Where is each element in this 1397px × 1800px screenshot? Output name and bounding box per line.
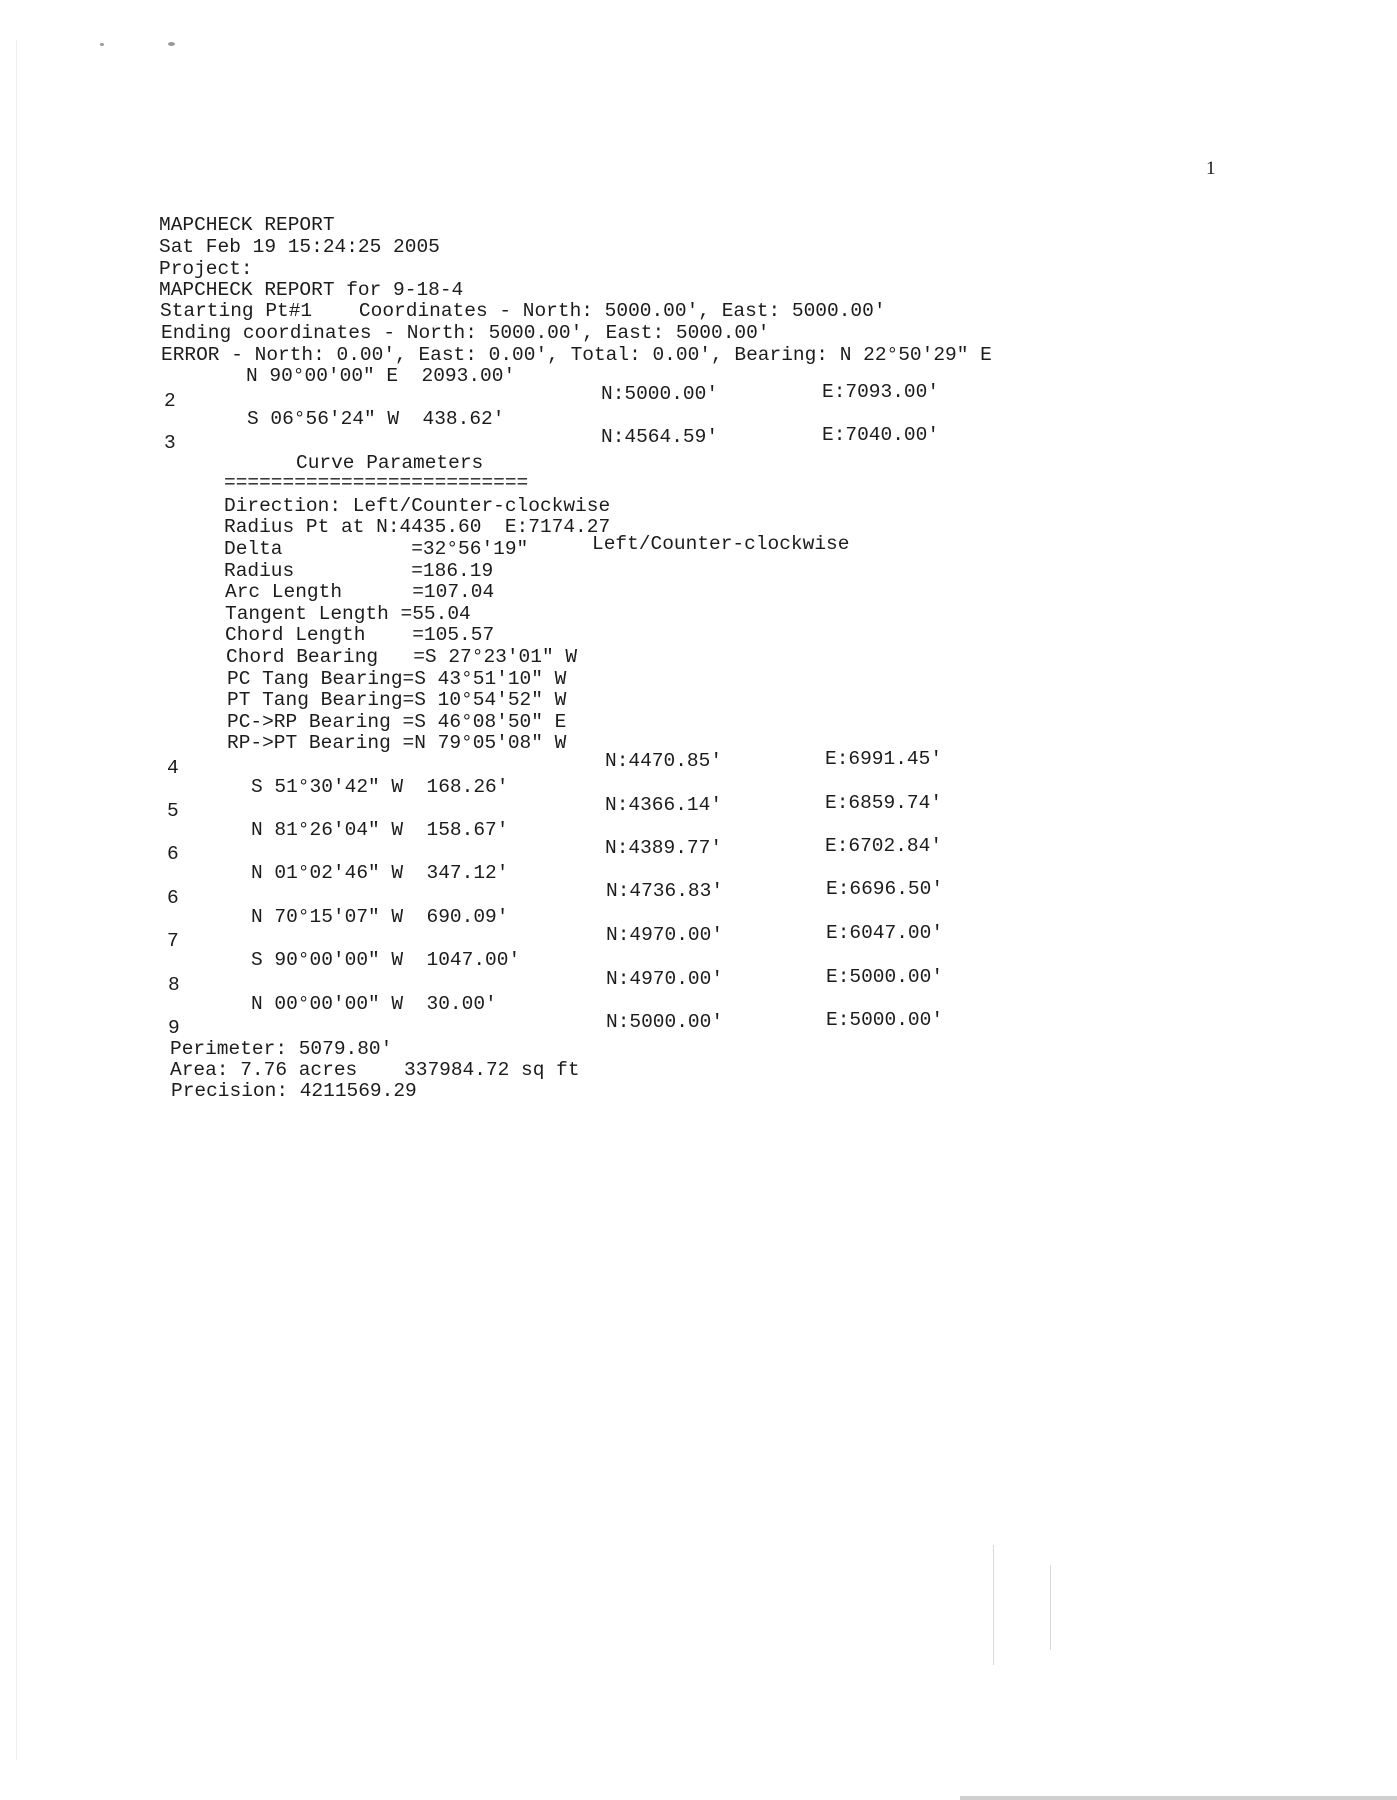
- north-coord: N:5000.00': [606, 1011, 724, 1033]
- point-number: 4: [167, 757, 179, 779]
- north-coord: N:5000.00': [601, 383, 719, 405]
- course: S 06°56'24" W 438.62': [247, 408, 505, 430]
- page-number: 1: [1206, 158, 1216, 179]
- scan-speck: [168, 42, 175, 46]
- scan-line: [1050, 1565, 1051, 1650]
- point-number: 6: [167, 843, 179, 865]
- east-coord: E:6696.50': [826, 878, 944, 900]
- curve-pc-tang-bearing: PC Tang Bearing=S 43°51'10" W: [227, 668, 567, 690]
- east-coord: E:6047.00': [826, 922, 944, 944]
- error-line: ERROR - North: 0.00', East: 0.00', Total: 0.00', Bearing: N 22°50'29" E: [161, 344, 992, 366]
- precision-line: Precision: 4211569.29: [171, 1080, 417, 1102]
- curve-tangent-length: Tangent Length =55.04: [225, 603, 471, 625]
- point-number: 3: [164, 432, 176, 454]
- curve-pc-rp-bearing: PC->RP Bearing =S 46°08'50" E: [227, 711, 567, 733]
- north-coord: N:4470.85': [605, 750, 723, 772]
- east-coord: E:5000.00': [826, 1009, 944, 1031]
- course: N 70°15'07" W 690.09': [251, 906, 509, 928]
- report-title: MAPCHECK REPORT: [159, 214, 335, 236]
- report-date: Sat Feb 19 15:24:25 2005: [159, 236, 440, 258]
- curve-radius: Radius =186.19: [224, 560, 494, 582]
- project-line: Project:: [159, 258, 253, 280]
- north-coord: N:4366.14': [605, 794, 723, 816]
- curve-delta-direction: Left/Counter-clockwise: [592, 533, 850, 555]
- starting-line: Starting Pt#1 Coordinates - North: 5000.00', East: 5000.00': [160, 300, 886, 322]
- curve-rp-pt-bearing: RP->PT Bearing =N 79°05'08" W: [227, 732, 567, 754]
- east-coord: E:7040.00': [822, 424, 940, 446]
- scan-line: [16, 40, 17, 1760]
- point-number: 5: [167, 800, 179, 822]
- curve-chord-length: Chord Length =105.57: [225, 624, 495, 646]
- point-number: 2: [164, 390, 176, 412]
- course: S 51°30'42" W 168.26': [251, 776, 509, 798]
- curve-delta: Delta =32°56'19": [224, 538, 529, 560]
- curve-radius-point: Radius Pt at N:4435.60 E:7174.27: [224, 516, 611, 538]
- curve-rule: ==========================: [224, 472, 529, 494]
- north-coord: N:4564.59': [601, 426, 719, 448]
- course: N 00°00'00" W 30.00': [251, 993, 497, 1015]
- scan-line: [960, 1796, 1397, 1800]
- curve-direction: Direction: Left/Counter-clockwise: [224, 495, 611, 517]
- course: N 81°26'04" W 158.67': [251, 819, 509, 841]
- north-coord: N:4970.00': [606, 968, 724, 990]
- point-number: 8: [168, 974, 180, 996]
- east-coord: E:7093.00': [822, 381, 940, 403]
- north-coord: N:4736.83': [606, 880, 724, 902]
- course: N 90°00'00" E 2093.00': [246, 365, 516, 387]
- east-coord: E:5000.00': [826, 966, 944, 988]
- point-number: 9: [168, 1017, 180, 1039]
- curve-pt-tang-bearing: PT Tang Bearing=S 10°54'52" W: [227, 689, 567, 711]
- curve-chord-bearing: Chord Bearing =S 27°23'01" W: [226, 646, 578, 668]
- point-number: 6: [167, 887, 179, 909]
- report-for-line: MAPCHECK REPORT for 9-18-4: [159, 279, 464, 301]
- course: N 01°02'46" W 347.12': [251, 862, 509, 884]
- east-coord: E:6859.74': [825, 792, 943, 814]
- scan-line: [993, 1545, 994, 1665]
- ending-line: Ending coordinates - North: 5000.00', East: 5000.00': [161, 322, 770, 344]
- course: S 90°00'00" W 1047.00': [251, 949, 521, 971]
- east-coord: E:6702.84': [825, 835, 943, 857]
- scan-speck: [100, 43, 104, 46]
- north-coord: N:4970.00': [606, 924, 724, 946]
- perimeter-line: Perimeter: 5079.80': [170, 1038, 393, 1060]
- point-number: 7: [167, 930, 179, 952]
- curve-arc-length: Arc Length =107.04: [225, 581, 495, 603]
- east-coord: E:6991.45': [825, 748, 943, 770]
- area-line: Area: 7.76 acres 337984.72 sq ft: [170, 1059, 580, 1081]
- curve-heading: Curve Parameters: [296, 452, 484, 474]
- north-coord: N:4389.77': [605, 837, 723, 859]
